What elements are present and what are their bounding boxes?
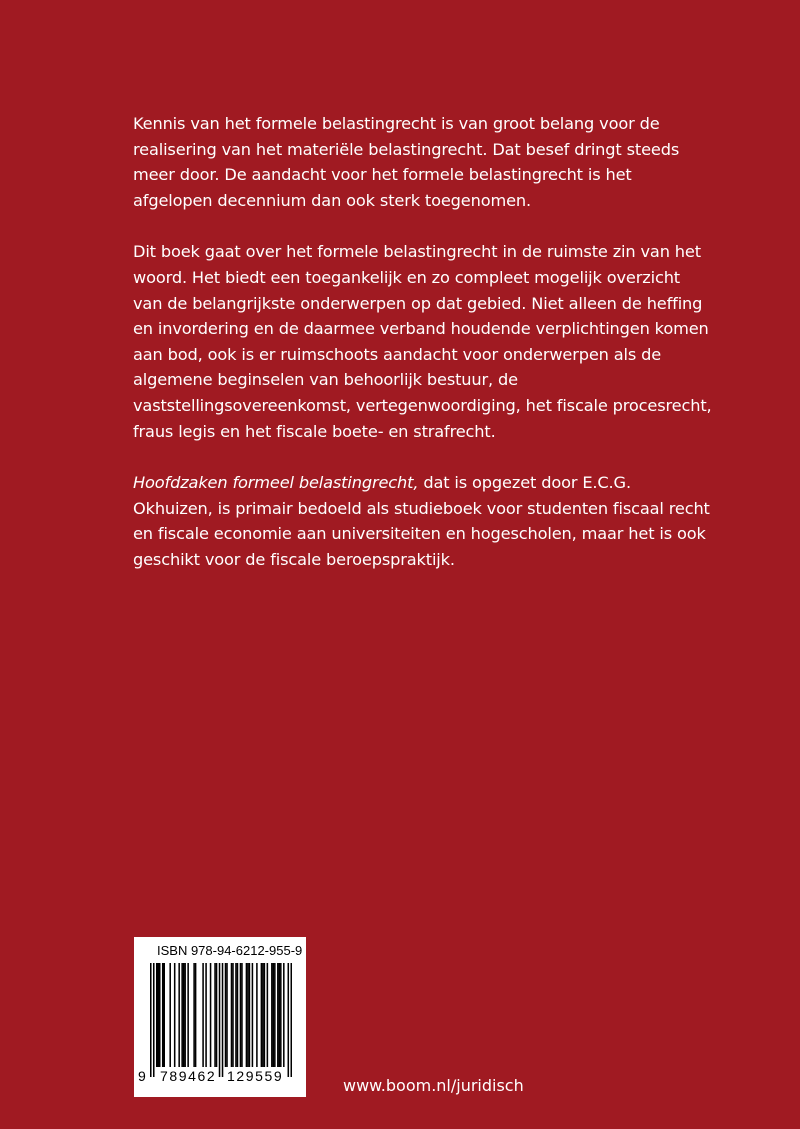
publisher-website: www.boom.nl/juridisch [343,1076,524,1095]
barcode-bar [193,963,195,1067]
barcode-bar [216,963,218,1067]
barcode-bar [277,963,279,1067]
barcode-bar [205,963,207,1067]
barcode-bar [267,963,269,1067]
barcode-bar [222,963,224,1077]
blurb-paragraph-3 [133,470,713,572]
barcode-bar [214,963,216,1067]
barcode-bar [150,963,152,1077]
barcode-bar [232,963,234,1067]
barcode-bar [273,963,275,1067]
ean-first-digit: 9 [138,1068,146,1084]
barcode-bar [246,963,248,1067]
barcode-bar [219,963,221,1077]
barcode-bar [210,963,212,1067]
barcode-bar [288,963,290,1077]
blurb-paragraph-3-rest: dat is opgezet door E.C.G. Okhuizen, is primair bedoeld als studieboek voor studenten fiscaal recht en fiscale economie aan universiteiten en hogescholen, maar het is ook geschikt voor de fiscale beroepspraktijk. [133,473,710,569]
barcode-image [150,963,292,1081]
barcode-bar [225,963,227,1067]
barcode-bar [163,963,165,1067]
barcode-bar [241,963,243,1067]
ean-left-digits: 789462 [160,1068,217,1084]
barcode-bar [283,963,285,1067]
barcode-bar [169,963,171,1067]
barcode-bar [159,963,161,1067]
barcode-bar [157,963,159,1067]
ean-right-digits: 129559 [227,1068,284,1084]
barcode-bar [235,963,237,1067]
blurb-paragraph-1: Kennis van het formele belastingrecht is van groot belang voor de realisering van het materiële belastingrecht. Dat besef dringt steeds meer door. De aandacht voor het formele belastingrecht is het afgelopen decennium dan ook sterk toegenomen. [133,114,680,210]
barcode-bar [240,963,242,1067]
barcode-bar [162,963,164,1067]
barcode-bar [184,963,186,1067]
barcode-bar [291,963,292,1077]
barcode-bar [237,963,239,1067]
barcode-bar [261,963,263,1067]
barcode-bar [181,963,183,1067]
barcode-bar [195,963,197,1067]
barcode-bar [187,963,189,1067]
barcode-bar [274,963,276,1067]
barcode-bar [226,963,228,1067]
barcode-bar [156,963,158,1067]
barcode-bar [153,963,155,1077]
barcode-bar [174,963,176,1067]
barcode-bar [231,963,233,1067]
barcode-bar [264,963,266,1067]
barcode-bar [183,963,185,1067]
isbn-barcode-box [134,937,306,1097]
barcode-bar [252,963,254,1067]
barcode-bar [256,963,258,1067]
blurb-paragraph-2: Dit boek gaat over het formele belastingrecht in de ruimste zin van het woord. Het biedt een toegankelijk en zo compleet mogelijk overzicht van de belangrijkste onderwerpen op dat gebied. Niet alleen de heffing en invordering en de daarmee verband houdende verplichtingen komen aan bod, ook is er ruimschoots aandacht voor onderwerpen als de algemene beginselen van behoorlijk bestuur, de vaststellingsovereenkomst, vertegenwoordiging, het fiscale procesrecht, fraus legis en het fiscale boete- en strafrecht. [133,242,712,441]
back-cover-blurb [133,111,713,599]
barcode-bar [247,963,249,1067]
barcode-bar [262,963,264,1067]
barcode-bar [249,963,251,1067]
barcode-bar [279,963,281,1067]
barcode-bar [271,963,273,1067]
book-title-italic: Hoofdzaken formeel belastingrecht, [133,473,419,493]
barcode-bar [178,963,180,1067]
barcode-bar [280,963,282,1067]
isbn-label: ISBN 978-94-6212-955-9 [157,943,303,958]
barcode-bar [202,963,204,1067]
